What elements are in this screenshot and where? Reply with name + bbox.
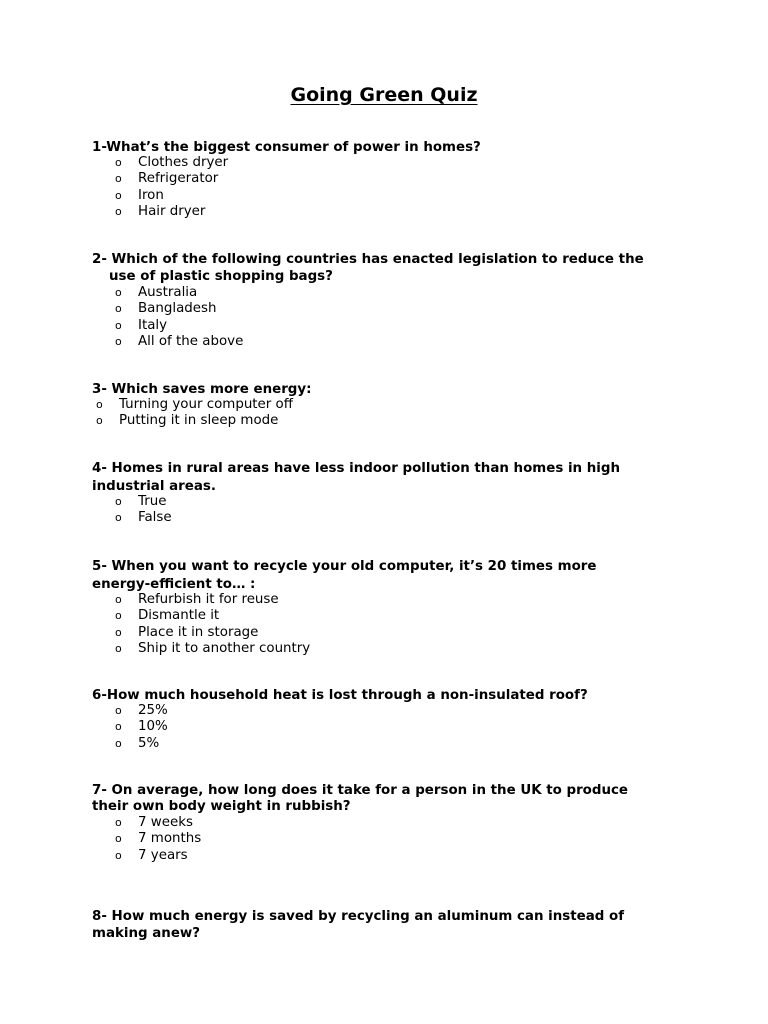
option-item [115,736,168,752]
option-label: Clothes dryer [138,155,229,170]
question-8-text-line-2: making anew? [92,926,201,941]
option-label: 5% [138,735,160,751]
bullet-icon: o [115,286,122,299]
question-6-options [115,703,168,752]
option-item [115,171,228,187]
option-label: Italy [138,317,168,333]
question-1-options [115,155,228,221]
option-label: 7 months [138,831,202,847]
option-label: All of the above [138,334,244,350]
bullet-icon: o [115,832,122,846]
option-item [115,703,168,719]
question-4 [92,460,692,496]
option-item [115,831,201,847]
bullet-icon: o [115,593,122,606]
question-6-text: 6-How much household heat is lost through a non-insulated roof? [92,688,588,703]
question-8-text-line-1: 8- How much energy is saved by recycling an aluminum can instead of [92,909,625,924]
bullet-icon: o [115,720,122,734]
option-label: Iron [138,187,164,203]
question-4-text-line-2: industrial areas. [92,479,216,494]
option-label: Hair dryer [138,204,206,220]
question-4-options [115,494,172,527]
bullet-icon: o [115,511,122,525]
option-item [115,188,228,204]
option-item [115,608,310,624]
page-title: Going Green Quiz [290,84,478,106]
option-label: False [138,510,172,526]
bullet-icon: o [115,816,122,829]
option-item [115,592,310,608]
question-5-options [115,592,310,658]
bullet-icon: o [115,302,122,316]
bullet-icon: o [115,318,122,332]
question-7 [92,783,692,815]
question-3-options [96,397,293,430]
bullet-icon: o [115,609,122,623]
question-7-text-line-2: their own body weight in rubbish? [92,799,351,814]
bullet-icon: o [115,736,122,750]
option-item [115,641,310,657]
option-label: 7 years [138,847,188,863]
option-item [115,815,201,831]
bullet-icon: o [115,642,122,656]
question-4-text-line-1: 4- Homes in rural areas have less indoor pollution than homes in high [92,461,620,476]
bullet-icon: o [115,156,122,169]
option-label: Australia [138,285,198,300]
option-label: Putting it in sleep mode [119,413,279,429]
question-2-text-line-2: use of plastic shopping bags? [109,269,333,284]
option-item [115,334,243,350]
option-item [96,413,293,429]
question-2-text-line-1: 2- Which of the following countries has enacted legislation to reduce the [92,252,644,267]
question-6 [92,687,692,704]
option-item [115,285,243,301]
option-label: Place it in storage [138,624,259,640]
option-label: True [138,494,167,509]
question-2-options [115,285,243,351]
question-1-text: 1-What’s the biggest consumer of power in homes? [92,140,481,155]
option-item [115,318,243,334]
question-1 [92,139,692,156]
bullet-icon: o [115,495,122,508]
option-item [96,397,293,413]
option-item [115,494,172,510]
option-item [115,204,228,220]
option-label: 25% [138,703,168,718]
question-5-text-line-2: energy-efficient to… : [92,577,256,592]
bullet-icon: o [115,625,122,639]
question-7-options [115,815,201,864]
option-label: Dismantle it [138,608,220,624]
option-label: Turning your computer off [119,397,293,412]
bullet-icon: o [96,414,103,428]
option-label: 7 weeks [138,815,193,830]
option-item [115,301,243,317]
bullet-icon: o [115,172,122,186]
option-item [115,848,201,864]
question-7-text-line-1: 7- On average, how long does it take for a person in the UK to produce [92,783,629,798]
bullet-icon: o [115,188,122,202]
option-item [115,155,228,171]
question-8 [92,908,692,942]
bullet-icon: o [115,704,122,717]
option-label: Ship it to another country [138,641,311,657]
question-2 [92,251,692,285]
question-5 [92,558,692,594]
question-5-text-line-1: 5- When you want to recycle your old computer, it’s 20 times more [92,559,597,574]
bullet-icon: o [115,848,122,862]
question-3 [92,381,692,398]
option-label: Refrigerator [138,171,219,187]
option-item [115,719,168,735]
bullet-icon: o [96,398,103,411]
option-item [115,510,172,526]
question-3-text: 3- Which saves more energy: [92,382,312,397]
option-label: Bangladesh [138,301,217,317]
option-label: 10% [138,719,168,735]
bullet-icon: o [115,335,122,349]
option-item [115,625,310,641]
option-label: Refurbish it for reuse [138,592,279,607]
bullet-icon: o [115,205,122,219]
